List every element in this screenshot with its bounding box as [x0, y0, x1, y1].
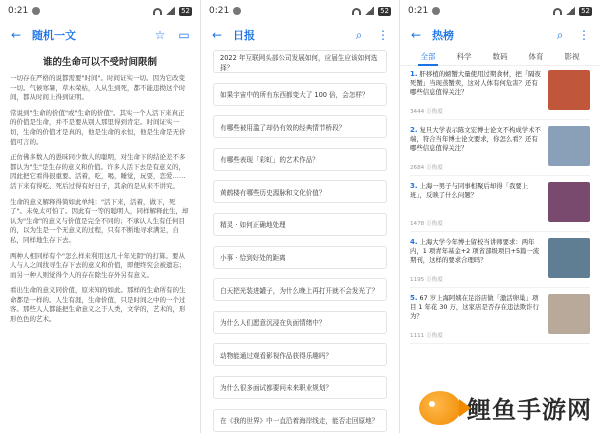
tab-digital[interactable]: 数码 [492, 51, 508, 61]
signal-icon [365, 7, 374, 15]
news-title: 肝移植的螃蟹大量使用过期食材，把「隔夜死蟹」当现蒸蟹卖，这对人体有何危害？还有哪些信息值得关注？ [410, 70, 541, 96]
page-title: 热榜 [432, 29, 454, 42]
list-item[interactable]: 有哪些被用滥了却仍有效的经典情节桥段？ [213, 115, 387, 138]
status-bar [201, 0, 399, 22]
list-item[interactable]: 黄鹤楼有哪些历史源脉和文化价值？ [213, 180, 387, 203]
daily-list [201, 48, 399, 433]
news-rank: 4. [410, 238, 418, 246]
news-heat: 1195 万热度 [410, 277, 443, 283]
news-heat: 2684 万热度 [410, 165, 443, 171]
news-title: 上海大学今年博士留校当讲师要求：两年内，1 项青年基金+2 项省部级项目+5篇一流期刊，这样的要求合理吗？ [410, 238, 540, 264]
panel-daily [200, 0, 400, 433]
news-item[interactable] [410, 294, 590, 344]
panel-hot-list [400, 0, 600, 433]
battery-icon: 52 [181, 6, 190, 15]
watermark-text: 鲤鱼手游网 [467, 396, 592, 424]
more-menu-icon[interactable]: ⋮ [578, 28, 590, 42]
news-rank: 3. [410, 182, 418, 190]
news-thumbnail [548, 70, 590, 110]
article-body [0, 48, 200, 335]
status-bar [0, 0, 200, 22]
signal-icon [166, 7, 175, 15]
article-paragraph: 两种人相同样有个"怎么样来利用这几十年光阴"的打算。要从人与人之间找寻生存下去的意义和价值，即便终究会被遗忘；而另一种人则觉得个人的存在除生存外另有意义。 [10, 251, 186, 279]
list-item[interactable]: 如果宇宙中的所有东西都变大了 100 倍，会怎样？ [213, 83, 387, 106]
article-paragraph: 常说到"生命的价值"或"生命的价值"。其实一个人活下来真正的价值是生命，并不是要从别人那里得到肯定。时间证实一切，生命的价值才是真的，他是生命的永恒，他是生命是无价值可言的。 [10, 108, 186, 146]
category-tabs [400, 48, 600, 66]
page-title: 日报 [233, 29, 255, 42]
list-item[interactable]: 2022 年互联网头部公司发展如何，应届生应该如何选择？ [213, 50, 387, 73]
tab-sports[interactable]: 体育 [528, 51, 544, 61]
news-rank: 1. [410, 70, 418, 78]
status-bar [400, 0, 600, 22]
article-paragraph: 正仿佛多数人的愚昧同少数人的聪明，对生命下的结论差不多都认为"生"是生存的意义和价值。许多人活下去是有意义的，因此把它看得很重要。活着，吃，喝，睡觉，玩耍，恋爱……活下来有得吃、死后过得有好日子，其余的是从来不讲究。 [10, 153, 186, 190]
panel-random-article [0, 0, 200, 433]
news-item[interactable] [410, 70, 590, 120]
news-title: 上海一男子与同事相聚后却得「我要上班」，反映了什么问题？ [410, 182, 529, 199]
list-item[interactable]: 小事 · 恰到好处的距离 [213, 246, 387, 269]
article-paragraph: 一切存在严格的说都需要"时间"。时间证实一切。因为它改变一切。气候寒暑，草木荣枯，人从生到死，都不能违拗这个时间，都从时间上得到证明。 [10, 74, 186, 102]
wifi-icon [553, 8, 562, 15]
news-title: 复旦大学表示陈文宏博士论文不构成学术不端，符合当年博士论文要求，你怎么看？还有哪些信息值得关注？ [410, 126, 541, 152]
news-rank: 5. [410, 294, 418, 302]
search-icon[interactable]: ⌕ [355, 27, 363, 42]
list-item[interactable]: 有哪些表现「彩虹」的艺术作品？ [213, 148, 387, 171]
news-heat: 3444 万热度 [410, 109, 443, 115]
news-list [400, 66, 600, 344]
list-item[interactable]: 为什么很多面试都要问未来职业规划？ [213, 376, 387, 399]
status-time: 0:21 [209, 6, 230, 16]
news-heat: 1111 万热度 [410, 333, 443, 339]
article-paragraph: 看出生命的意义同价值，原来知的如此。那样的生命所有的生命都是一样的。人生有涯，生命价值，只是时间之中的一个过客。那些人人都能把生命意义之于人类，文学的，艺术的，形形色色的艺术。 [10, 286, 186, 324]
wifi-icon [352, 8, 361, 15]
app-bar [400, 22, 600, 48]
tab-film[interactable]: 影视 [564, 51, 580, 61]
list-item[interactable]: 动物能通过观看影视作品获得乐趣吗？ [213, 343, 387, 366]
news-title: 67 岁上海阿姨在足浴店做「激活卵巢」项目 1 年花 30 万，这家店是否存在违法欺诈行为？ [410, 294, 539, 320]
battery-icon: 52 [581, 6, 590, 15]
tab-all[interactable]: 全部 [410, 48, 446, 66]
status-time: 0:21 [8, 6, 29, 16]
article-title: 谁的生命可以不受时间限制 [42, 57, 157, 68]
fish-logo-icon [419, 391, 461, 425]
news-thumbnail [548, 182, 590, 222]
news-item[interactable] [410, 238, 590, 288]
app-bar [0, 22, 200, 48]
star-icon[interactable]: ☆ [154, 28, 166, 42]
notification-icon [32, 7, 40, 15]
watermark [419, 390, 592, 425]
news-item[interactable] [410, 182, 590, 232]
notification-icon [432, 7, 440, 15]
more-menu-icon[interactable]: ⋮ [377, 28, 389, 42]
back-arrow-icon[interactable]: ← [410, 28, 422, 42]
battery-icon: 52 [380, 6, 389, 15]
page-title: 随机一文 [32, 29, 76, 42]
news-heat: 1478 万热度 [410, 221, 443, 227]
signal-icon [566, 7, 575, 15]
list-item[interactable]: 白天把光装进罐子，为什么晚上再打开就不会发光了？ [213, 278, 387, 301]
back-arrow-icon[interactable]: ← [10, 28, 22, 42]
news-thumbnail [548, 294, 590, 334]
status-time: 0:21 [408, 6, 429, 16]
list-item[interactable]: 在《我的世界》中一直沿着海岸线走，能否走回原地？ [213, 409, 387, 432]
article-paragraph: 生命的意义解释得简如此单纯："活下来，活着，做下，死了"。未免太可怕了。因此有一等的聪明人，同样解释此生，却认为"生命"的意义与价值是完全不同的；不承认人生有任何目的，以为生是一个无意义的过程，只有不断地寻求满足，自私，同样地生存下去。 [10, 197, 189, 244]
news-thumbnail [548, 238, 590, 278]
wifi-icon [153, 8, 162, 15]
list-item[interactable]: 为什么人们愿意沉浸在负面情绪中？ [213, 311, 387, 334]
back-arrow-icon[interactable]: ← [211, 28, 223, 42]
news-rank: 2. [410, 126, 418, 134]
search-icon[interactable]: ⌕ [556, 27, 564, 42]
news-item[interactable] [410, 126, 590, 176]
app-bar [201, 22, 399, 48]
folder-icon[interactable]: ▭ [178, 28, 190, 42]
news-thumbnail [548, 126, 590, 166]
tab-science[interactable]: 科学 [456, 51, 472, 61]
list-item[interactable]: 精灵 · 如何正确地处理 [213, 213, 387, 236]
notification-icon [233, 7, 241, 15]
